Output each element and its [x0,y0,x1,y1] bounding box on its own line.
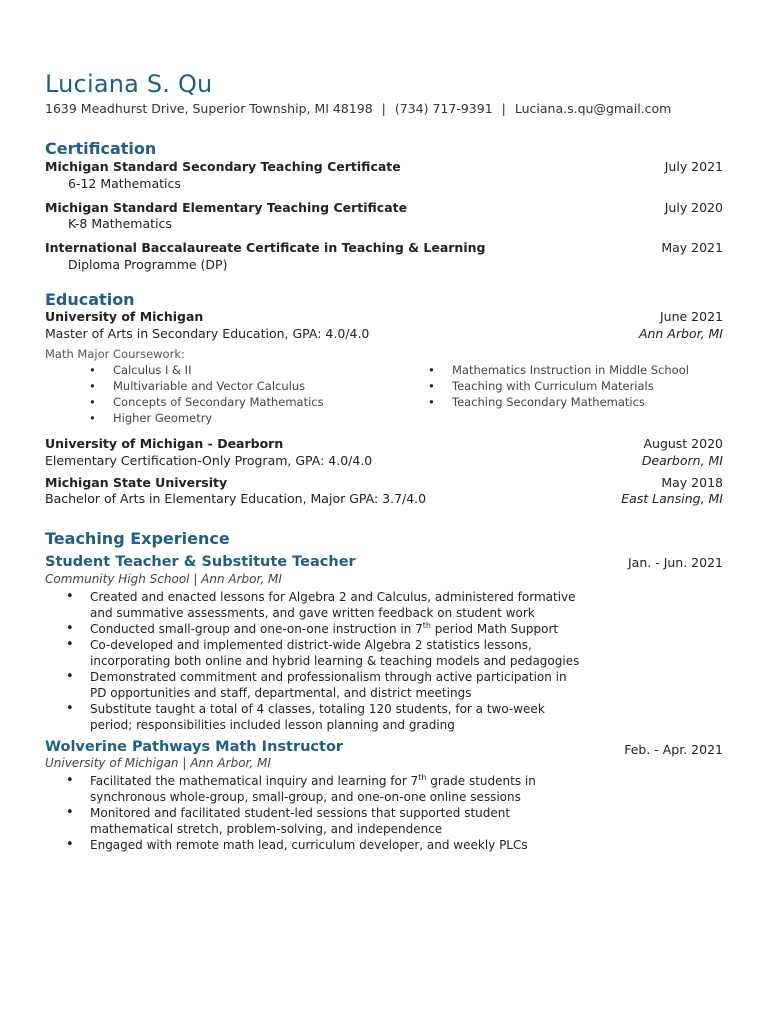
certification-heading: Certification [45,139,157,158]
list-item: • Mathematics Instruction in Middle School [428,362,689,378]
coursework-label: Math Major Coursework: [45,347,185,361]
list-item: • Higher Geometry [89,410,324,426]
education-heading: Education [45,290,135,309]
education-date: May 2018 [661,475,723,490]
education-row [45,491,723,509]
email: Luciana.s.qu@gmail.com [514,101,672,116]
job-bullets [63,773,583,853]
coursework-list-left [89,362,324,426]
job-organization: Community High School | Ann Arbor, MI [45,572,282,586]
location: East Lansing, MI [621,491,723,506]
cert-date: July 2020 [664,200,723,215]
degree: Master of Arts in Secondary Education, GPA: 4.0/4.0 [45,326,370,341]
education-row [45,436,723,454]
job-bullets [63,589,583,733]
job-date: Jan. - Jun. 2021 [628,555,723,570]
education-row [45,309,723,327]
bullet-text: Facilitated the mathematical inquiry and learning for 7 [90,774,419,788]
education-row [45,326,723,344]
cert-date: July 2021 [664,159,723,174]
experience-heading: Teaching Experience [45,529,230,548]
job-title: Student Teacher & Substitute Teacher [45,554,356,570]
job-title: Wolverine Pathways Math Instructor [45,739,344,755]
bullet-text: grade students in synchronous whole-group, small-group, and one-on-one online sessions [90,774,536,804]
cert-name: Michigan Standard Secondary Teaching Certificate [45,159,401,174]
location: Ann Arbor, MI [638,326,723,341]
list-item: • Demonstrated commitment and professionalism through active participation in PD opportunities and staff, departmental, and district meetings [63,669,583,701]
list-item: • Teaching Secondary Mathematics [428,394,689,410]
school-name: University of Michigan [45,309,204,324]
location: Dearborn, MI [641,453,723,468]
cert-detail: Diploma Programme (DP) [68,257,228,272]
cert-row [45,240,723,258]
education-date: August 2020 [643,436,723,451]
address: 1639 Meadhurst Drive, Superior Township, MI 48198 [45,101,373,116]
candidate-name: Luciana S. Qu [45,70,213,98]
list-item: • Substitute taught a total of 4 classes, totaling 120 students, for a two-week period; responsibilities included lesson planning and grading [63,701,583,733]
list-item: • Monitored and facilitated student-led sessions that supported student mathematical stretch, problem-solving, and independence [63,805,583,837]
degree: Bachelor of Arts in Elementary Education, Major GPA: 3.7/4.0 [45,491,427,506]
coursework-list-right [428,362,689,410]
phone: (734) 717-9391 [394,101,493,116]
contact-line [45,101,671,116]
cert-name: Michigan Standard Elementary Teaching Certificate [45,200,408,215]
separator: | [381,101,386,116]
ordinal-suffix: th [422,621,431,630]
cert-detail: K-8 Mathematics [68,216,172,231]
education-date: June 2021 [659,309,723,324]
cert-detail: 6-12 Mathematics [68,176,181,191]
list-item: • Teaching with Curriculum Materials [428,378,689,394]
cert-name: International Baccalaureate Certificate in Teaching & Learning [45,240,486,255]
school-name: Michigan State University [45,475,228,490]
list-item [63,773,583,805]
bullet-text: Conducted small-group and one-on-one instruction in 7 [90,622,423,636]
list-item: • Co-developed and implemented district-wide Algebra 2 statistics lessons, incorporating both online and hybrid learning & teaching models and pedagogies [63,637,583,669]
school-name: University of Michigan - Dearborn [45,436,284,451]
bullet-text: period Math Support [430,622,559,636]
separator: | [501,101,506,116]
job-organization: University of Michigan | Ann Arbor, MI [45,756,271,770]
degree: Elementary Certification-Only Program, GPA: 4.0/4.0 [45,453,373,468]
list-item: • Created and enacted lessons for Algebra 2 and Calculus, administered formative and summative assessments, and gave written feedback on student work [63,589,583,621]
list-item: • Concepts of Secondary Mathematics [89,394,324,410]
list-item: • Multivariable and Vector Calculus [89,378,324,394]
job-date: Feb. - Apr. 2021 [624,742,723,757]
list-item: • Calculus I & II [89,362,324,378]
cert-row [45,159,723,177]
list-item: • Engaged with remote math lead, curriculum developer, and weekly PLCs [63,837,583,853]
ordinal-suffix: th [418,773,427,782]
education-row [45,453,723,471]
list-item [63,621,583,637]
cert-date: May 2021 [661,240,723,255]
